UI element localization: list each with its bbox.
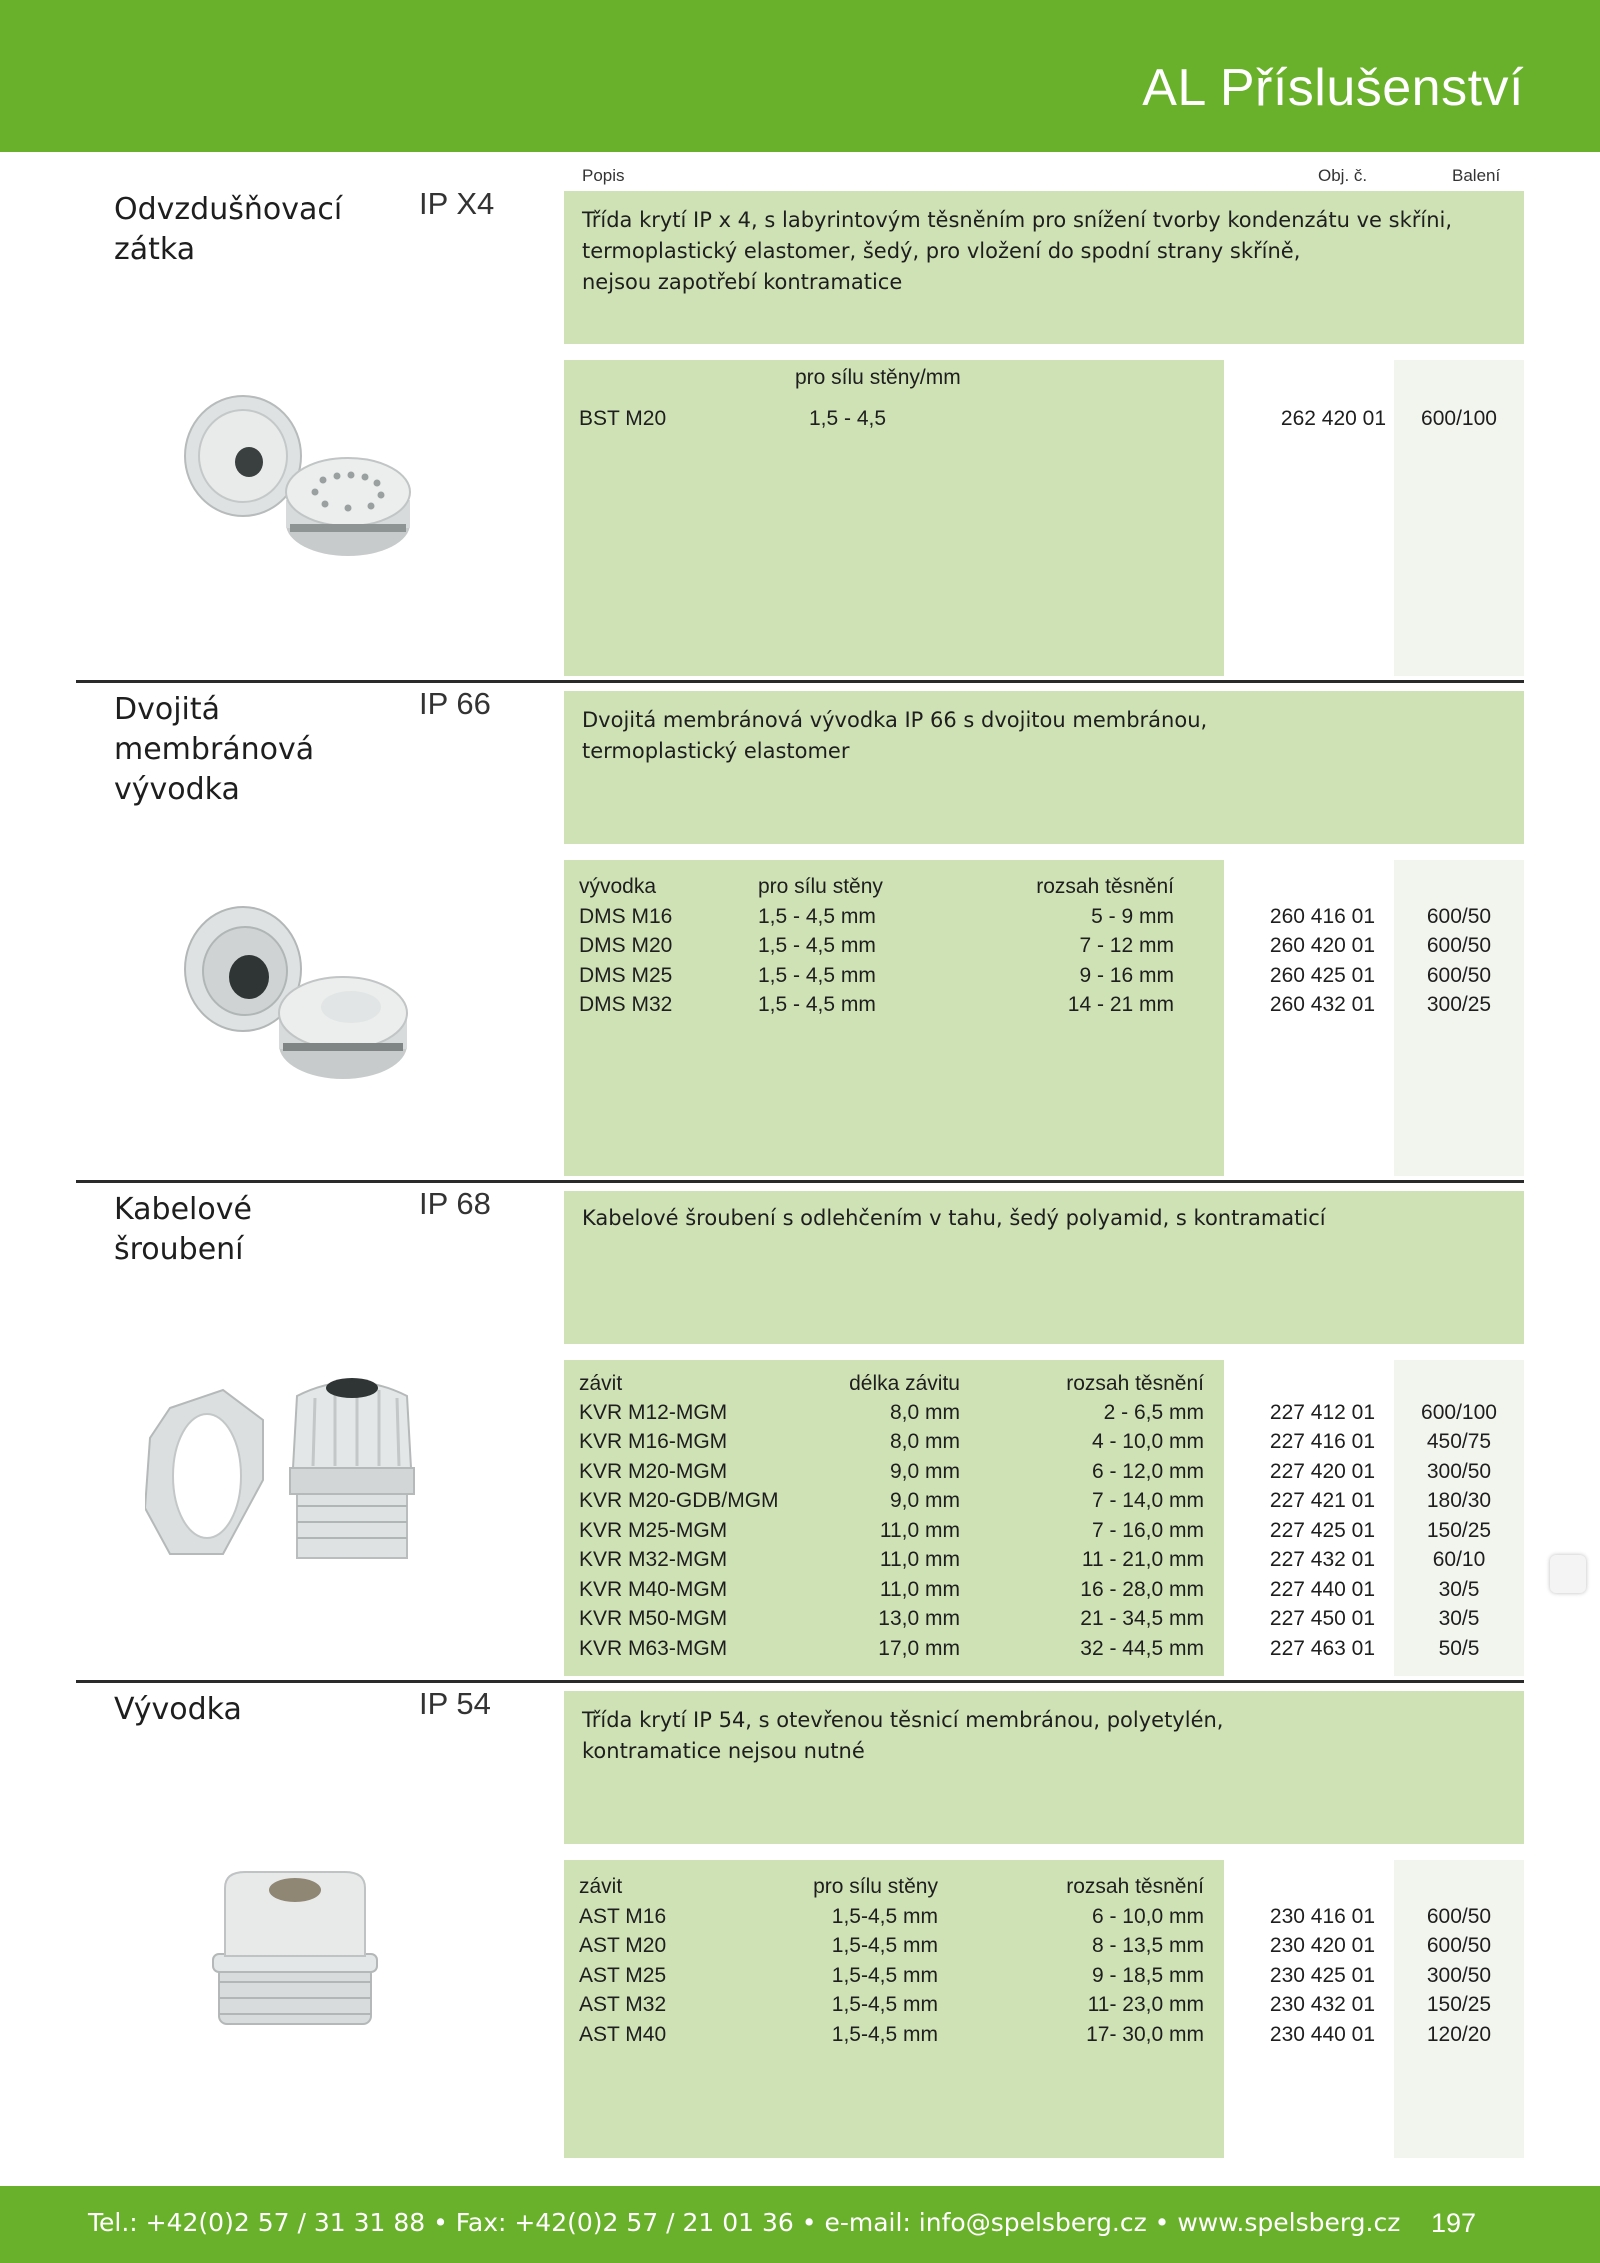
table-cell: 17- 30,0 mm xyxy=(1086,2023,1204,2046)
order-number: 230 416 01 xyxy=(1269,1905,1375,1928)
page-number: 197 xyxy=(1430,2208,1476,2238)
packaging: 120/20 xyxy=(1426,2023,1492,2046)
vent-plug-image xyxy=(175,380,415,565)
order-number: 260 432 01 xyxy=(1269,993,1375,1016)
table-cell: BST M20 xyxy=(579,407,667,430)
table-header: pro sílu stěny/mm xyxy=(795,366,961,389)
table-header: rozsah těsnění xyxy=(1036,875,1174,898)
table-cell: 1,5-4,5 mm xyxy=(831,1934,938,1957)
table-cell: 6 - 12,0 mm xyxy=(1091,1460,1204,1483)
table-cell: 8,0 mm xyxy=(889,1430,960,1453)
order-number: 227 440 01 xyxy=(1269,1578,1375,1601)
table-cell: 11,0 mm xyxy=(879,1578,960,1601)
table-cell: AST M32 xyxy=(579,1993,667,2016)
product-name-line: zátka xyxy=(114,232,196,267)
table-header: závit xyxy=(579,1875,623,1898)
table-cell: 5 - 9 mm xyxy=(1091,905,1174,928)
product-name-line: Vývodka xyxy=(114,1692,242,1727)
column-header-baleni: Balení xyxy=(1452,166,1501,185)
packaging: 150/25 xyxy=(1426,1519,1492,1542)
packaging: 50/5 xyxy=(1438,1637,1480,1660)
table-cell: 1,5-4,5 mm xyxy=(831,2023,938,2046)
table-cell: 4 - 10,0 mm xyxy=(1091,1430,1204,1453)
table-cell: 11,0 mm xyxy=(879,1519,960,1542)
page-tab-marker xyxy=(1550,1555,1586,1593)
table-cell: 7 - 16,0 mm xyxy=(1091,1519,1204,1542)
packaging: 300/50 xyxy=(1426,1964,1492,1987)
packaging: 600/50 xyxy=(1426,934,1492,957)
packaging: 300/25 xyxy=(1426,993,1492,1016)
product-name-line: membránová xyxy=(114,732,315,767)
product-description xyxy=(564,1191,1524,1344)
order-number: 227 425 01 xyxy=(1269,1519,1375,1542)
table-cell: 9,0 mm xyxy=(889,1489,960,1512)
table-cell: 14 - 21 mm xyxy=(1067,993,1174,1016)
product-name xyxy=(114,1190,252,1270)
section-divider xyxy=(76,1180,1524,1183)
section-divider xyxy=(76,680,1524,683)
table-cell: KVR M12-MGM xyxy=(579,1401,728,1424)
product-name-line: Kabelové xyxy=(114,1192,252,1227)
table-cell: 7 - 14,0 mm xyxy=(1091,1489,1204,1512)
table-header: pro sílu stěny xyxy=(758,875,883,898)
table-cell: 7 - 12 mm xyxy=(1079,934,1174,957)
table-cell: 16 - 28,0 mm xyxy=(1080,1578,1204,1601)
description-line: Dvojitá membránová vývodka IP 66 s dvojitou membránou, xyxy=(582,708,1208,732)
product-name xyxy=(114,1690,242,1730)
table-cell: KVR M63-MGM xyxy=(579,1637,728,1660)
packaging: 600/50 xyxy=(1426,905,1492,928)
table-cell: DMS M32 xyxy=(579,993,673,1016)
ip-rating: IP 68 xyxy=(419,1186,491,1221)
table-cell: 1,5-4,5 mm xyxy=(831,1993,938,2016)
table-header: délka závitu xyxy=(849,1372,960,1395)
product-description xyxy=(564,191,1524,344)
table-cell: 1,5 - 4,5 mm xyxy=(758,934,876,957)
table-cell: AST M16 xyxy=(579,1905,667,1928)
page-footer xyxy=(0,2186,1600,2263)
description-line: termoplastický elastomer, šedý, pro vložení do spodní strany skříně, xyxy=(582,239,1301,263)
table-cell: 8,0 mm xyxy=(889,1401,960,1424)
table-cell: KVR M20-MGM xyxy=(579,1460,728,1483)
column-header-popis: Popis xyxy=(582,166,625,185)
packaging: 30/5 xyxy=(1438,1607,1480,1630)
table-cell: 21 - 34,5 mm xyxy=(1080,1607,1204,1630)
table-cell: 17,0 mm xyxy=(878,1637,960,1660)
description-line: Třída krytí IP 54, s otevřenou těsnicí membránou, polyetylén, xyxy=(582,1708,1224,1732)
packaging: 300/50 xyxy=(1426,1460,1492,1483)
grommet-image xyxy=(205,1868,385,2033)
ip-rating: IP X4 xyxy=(419,186,495,221)
order-number: 230 440 01 xyxy=(1269,2023,1375,2046)
table-header: pro sílu stěny xyxy=(813,1875,938,1898)
order-number: 230 425 01 xyxy=(1269,1964,1375,1987)
product-name xyxy=(114,190,342,270)
table-cell: KVR M50-MGM xyxy=(579,1607,728,1630)
packaging: 60/10 xyxy=(1432,1548,1486,1571)
order-number: 227 421 01 xyxy=(1269,1489,1375,1512)
footer-contact: Tel.: +42(0)2 57 / 31 31 88 • Fax: +42(0)2 57 / 21 01 36 • e-mail: info@spelsberg.cz • www.spelsberg.cz xyxy=(88,2208,1401,2237)
product-description xyxy=(564,691,1524,844)
product-name-line: Odvzdušňovací xyxy=(114,192,343,227)
order-number: 227 450 01 xyxy=(1269,1607,1375,1630)
packaging: 600/50 xyxy=(1426,964,1492,987)
description-line: nejsou zapotřebí kontramatice xyxy=(582,270,903,294)
section-divider xyxy=(76,1680,1524,1683)
table-cell: DMS M16 xyxy=(579,905,673,928)
membrane-grommet-image xyxy=(175,895,415,1090)
table-header: rozsah těsnění xyxy=(1066,1372,1204,1395)
order-number: 260 420 01 xyxy=(1269,934,1375,957)
table-cell: 13,0 mm xyxy=(878,1607,960,1630)
order-number: 260 425 01 xyxy=(1269,964,1375,987)
column-header-obj: Obj. č. xyxy=(1318,166,1368,185)
table-cell: 9,0 mm xyxy=(889,1460,960,1483)
table-cell: 1,5-4,5 mm xyxy=(831,1905,938,1928)
table-cell: 8 - 13,5 mm xyxy=(1091,1934,1204,1957)
table-cell: DMS M20 xyxy=(579,934,673,957)
packaging: 180/30 xyxy=(1426,1489,1492,1512)
description-line: Třída krytí IP x 4, s labyrintovým těsněním pro snížení tvorby kondenzátu ve skříni, xyxy=(582,208,1453,232)
table-cell: 1,5 - 4,5 xyxy=(809,407,887,430)
table-cell: KVR M25-MGM xyxy=(579,1519,728,1542)
description-line: kontramatice nejsou nutné xyxy=(582,1739,865,1763)
order-number: 230 420 01 xyxy=(1269,1934,1375,1957)
order-number: 260 416 01 xyxy=(1269,905,1375,928)
page-header xyxy=(0,0,1600,152)
product-description xyxy=(564,1691,1524,1844)
table-cell: 1,5-4,5 mm xyxy=(831,1964,938,1987)
order-number: 227 420 01 xyxy=(1269,1460,1375,1483)
table-cell: KVR M32-MGM xyxy=(579,1548,728,1571)
product-name-line: šroubení xyxy=(114,1232,244,1267)
order-number: 227 463 01 xyxy=(1269,1637,1375,1660)
table-cell: 9 - 16 mm xyxy=(1079,964,1174,987)
order-number: 227 432 01 xyxy=(1269,1548,1375,1571)
table-cell: 6 - 10,0 mm xyxy=(1091,1905,1204,1928)
table-cell: 1,5 - 4,5 mm xyxy=(758,964,876,987)
packaging: 600/100 xyxy=(1421,407,1497,430)
order-number: 227 412 01 xyxy=(1269,1401,1375,1424)
table-cell: KVR M16-MGM xyxy=(579,1430,728,1453)
table-cell: 11- 23,0 mm xyxy=(1087,1993,1204,2016)
table-cell: KVR M20-GDB/MGM xyxy=(579,1489,779,1512)
ip-rating: IP 54 xyxy=(419,1686,491,1721)
table-cell: 9 - 18,5 mm xyxy=(1091,1964,1204,1987)
packaging: 150/25 xyxy=(1426,1993,1492,2016)
table-cell: 2 - 6,5 mm xyxy=(1103,1401,1204,1424)
order-number: 227 416 01 xyxy=(1269,1430,1375,1453)
cable-gland-image xyxy=(145,1368,435,1568)
description-line: Kabelové šroubení s odlehčením v tahu, šedý polyamid, s kontramaticí xyxy=(582,1206,1326,1230)
ip-rating: IP 66 xyxy=(419,686,491,721)
table-cell: AST M25 xyxy=(579,1964,667,1987)
packaging: 30/5 xyxy=(1438,1578,1480,1601)
table-cell: DMS M25 xyxy=(579,964,673,987)
table-cell: AST M40 xyxy=(579,2023,667,2046)
table-cell: 11 - 21,0 mm xyxy=(1081,1548,1204,1571)
table-cell: 32 - 44,5 mm xyxy=(1080,1637,1204,1660)
order-number: 262 420 01 xyxy=(1280,407,1386,430)
description-line: termoplastický elastomer xyxy=(582,739,850,763)
order-number: 230 432 01 xyxy=(1269,1993,1375,2016)
table-cell: 11,0 mm xyxy=(879,1548,960,1571)
packaging: 450/75 xyxy=(1426,1430,1492,1453)
product-name xyxy=(114,690,314,810)
table-header: závit xyxy=(579,1372,623,1395)
table-cell: 1,5 - 4,5 mm xyxy=(758,905,876,928)
table-cell: AST M20 xyxy=(579,1934,667,1957)
table-header: vývodka xyxy=(579,875,657,898)
packaging: 600/50 xyxy=(1426,1934,1492,1957)
table-cell: 1,5 - 4,5 mm xyxy=(758,993,876,1016)
product-name-line: vývodka xyxy=(114,772,240,807)
packaging: 600/50 xyxy=(1426,1905,1492,1928)
packaging: 600/100 xyxy=(1421,1401,1497,1424)
product-name-line: Dvojitá xyxy=(114,692,221,727)
table-cell: KVR M40-MGM xyxy=(579,1578,728,1601)
page-title: AL Příslušenství xyxy=(1142,59,1524,117)
table-header: rozsah těsnění xyxy=(1066,1875,1204,1898)
